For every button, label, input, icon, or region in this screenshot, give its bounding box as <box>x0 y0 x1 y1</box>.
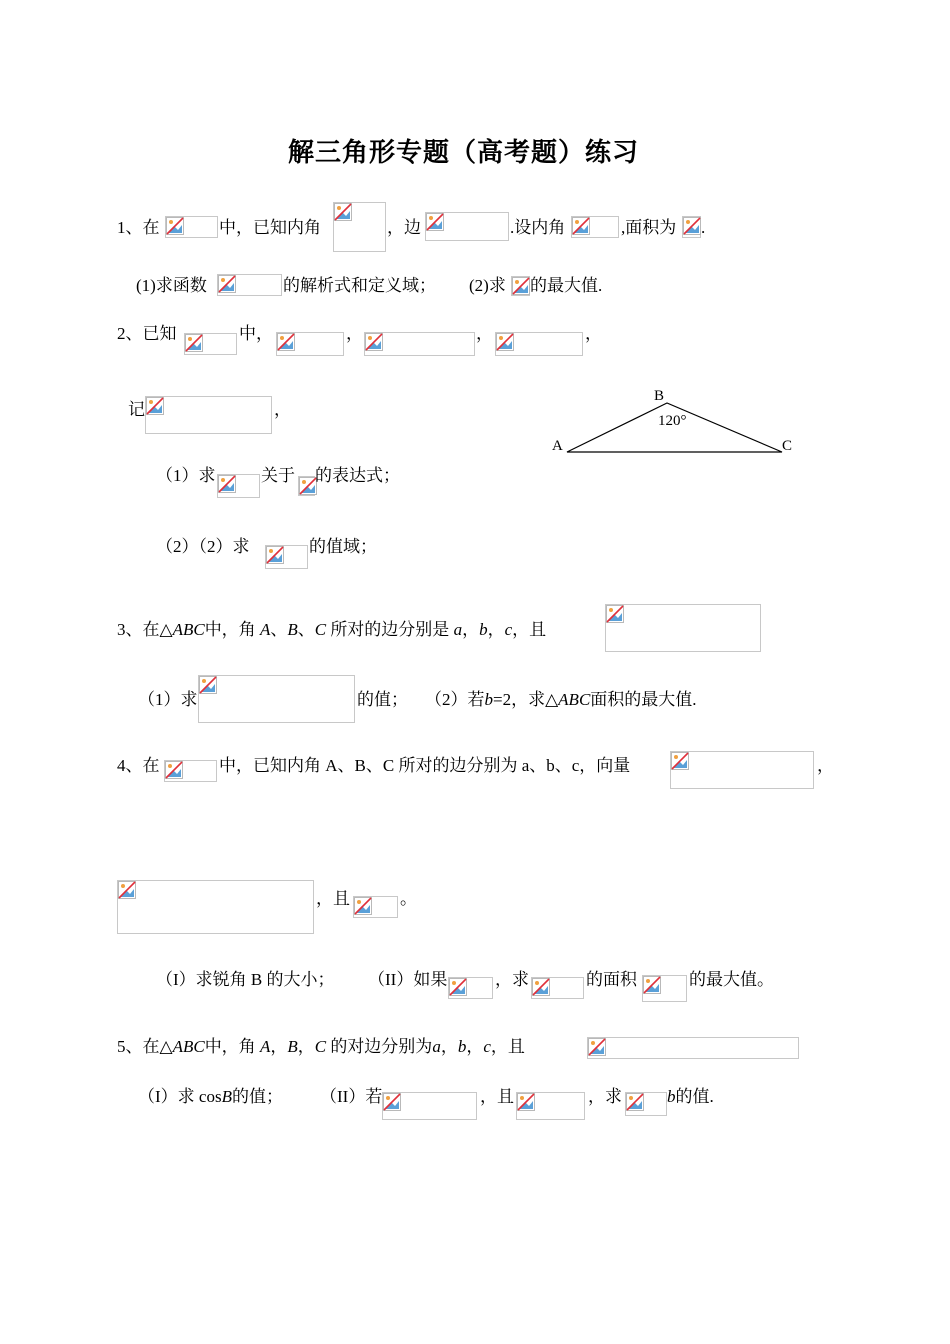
q5-part2: ，且 <box>480 1087 514 1106</box>
q5-var: A <box>259 1037 271 1056</box>
q1-text: 中，已知内角 <box>219 218 321 237</box>
q2-text: ， <box>585 324 602 343</box>
formula-image <box>587 1037 799 1059</box>
broken-image-icon <box>517 1093 535 1111</box>
broken-image-icon <box>572 217 590 235</box>
broken-image-icon <box>199 676 217 694</box>
q3-part1: （1）求 <box>138 690 198 709</box>
q3-var: c <box>504 620 513 639</box>
q4-text: ，且 <box>316 889 350 908</box>
formula-image <box>217 274 282 296</box>
formula-image <box>642 975 687 1002</box>
broken-image-icon <box>643 976 661 994</box>
q3-text: 、 <box>297 620 315 639</box>
vertex-label-b: B <box>654 388 665 404</box>
q1-text: . <box>701 218 706 237</box>
formula-image <box>198 675 355 723</box>
q3-part2: （2）若 <box>425 690 485 709</box>
broken-image-icon <box>118 881 136 899</box>
q5-part1-text: （I）求 cos <box>138 1087 222 1106</box>
q5-part2-text: 的值. <box>675 1087 714 1106</box>
q5-text: ， <box>466 1037 484 1056</box>
formula-image <box>382 1092 477 1120</box>
broken-image-icon <box>683 217 701 235</box>
q4-text: 中，已知内角 A、B、C 所对的边分别为 a、b、c，向量 <box>219 756 631 775</box>
q2-part1: （1）求 <box>156 466 216 485</box>
q3-var: b <box>479 620 488 639</box>
page-title: 解三角形专题（高考题）练习 <box>288 138 640 167</box>
q5-var: B <box>221 1087 232 1106</box>
q3-var: A <box>259 620 271 639</box>
formula-image <box>571 216 619 238</box>
q5-var: b <box>457 1037 467 1056</box>
q5-part1-text: 的值； <box>231 1087 283 1106</box>
q3-text: ， <box>487 620 505 639</box>
formula-image <box>117 880 314 934</box>
formula-image <box>425 212 509 241</box>
formula-image <box>364 332 475 356</box>
broken-image-icon <box>449 978 467 996</box>
q4-part2: （II）如果 <box>368 970 448 989</box>
q1-part1: 的解析式和定义域； <box>283 276 436 295</box>
q3-line <box>117 619 546 641</box>
q1-number: 1、在 <box>117 218 160 237</box>
broken-image-icon <box>532 978 550 996</box>
broken-image-icon <box>146 397 164 415</box>
q1-part2: 的最大值. <box>530 276 603 295</box>
q5-number: 5、在△ <box>117 1037 173 1056</box>
formula-image <box>448 977 493 999</box>
q5-text: 的对边分别为 <box>330 1037 433 1056</box>
q3-text: ，且 <box>512 620 547 639</box>
q3-var: ABC <box>172 620 205 639</box>
broken-image-icon <box>185 334 203 352</box>
q2-text: ， <box>476 324 493 343</box>
formula-image <box>625 1092 667 1116</box>
q5-part2-tail <box>667 1086 714 1108</box>
q5-part2: ，求 <box>588 1087 622 1106</box>
q2-text: 记 <box>128 400 145 419</box>
q5-var: ABC <box>172 1037 205 1056</box>
formula-image <box>516 1092 585 1120</box>
q5-text: ， <box>297 1037 315 1056</box>
q2-part2: 的值域； <box>309 537 377 556</box>
q5-part2: （II）若 <box>320 1087 383 1106</box>
formula-image <box>495 332 583 356</box>
angle-label: 120° <box>658 413 687 429</box>
formula-image <box>217 474 260 498</box>
q4-text: 。 <box>400 889 417 908</box>
broken-image-icon <box>166 217 184 235</box>
q5-line <box>117 1036 525 1058</box>
q3-part-line <box>357 689 697 711</box>
q4-number: 4、在 <box>117 756 160 775</box>
formula-image <box>165 216 218 238</box>
broken-image-icon <box>588 1038 606 1056</box>
q3-var: ABC <box>558 690 591 709</box>
q1-text: ,面积为 <box>621 218 677 237</box>
q2-number: 2、已知 <box>117 324 177 343</box>
formula-image <box>670 751 814 789</box>
broken-image-icon <box>334 203 352 221</box>
formula-image <box>276 332 344 356</box>
vertex-label-a: A <box>552 438 563 454</box>
formula-image <box>184 333 237 355</box>
broken-image-icon <box>218 275 236 293</box>
q2-text: ， <box>274 400 291 419</box>
formula-image <box>333 202 386 252</box>
broken-image-icon <box>426 213 444 231</box>
q2-text: 中， <box>239 324 273 343</box>
q5-var: B <box>287 1037 298 1056</box>
q3-var: B <box>287 620 298 639</box>
formula-image <box>298 476 315 496</box>
q2-part1: 的表达式； <box>315 466 400 485</box>
formula-image <box>145 396 272 434</box>
broken-image-icon <box>383 1093 401 1111</box>
broken-image-icon <box>365 333 383 351</box>
q1-text: ，边 <box>387 218 421 237</box>
broken-image-icon <box>218 475 236 493</box>
broken-image-icon <box>165 761 183 779</box>
q2-part1: 关于 <box>261 466 295 485</box>
q5-var: b <box>667 1087 676 1106</box>
q3-text: ， <box>462 620 480 639</box>
q4-part2: ，求 <box>495 970 529 989</box>
q4-part2: 的最大值。 <box>689 970 774 989</box>
q5-var: c <box>483 1037 491 1056</box>
broken-image-icon <box>606 605 624 623</box>
q3-var: C <box>314 620 327 639</box>
broken-image-icon <box>626 1093 644 1111</box>
broken-image-icon <box>277 333 295 351</box>
q5-text: ，且 <box>490 1037 525 1056</box>
q1-part2: (2)求 <box>469 276 506 295</box>
broken-image-icon <box>512 277 530 295</box>
q3-part2: =2，求△ <box>493 690 559 709</box>
q3-text: 中，角 <box>204 620 256 639</box>
formula-image <box>605 604 761 652</box>
q3-text: 、 <box>270 620 288 639</box>
q4-part1: （I）求锐角 B 的大小； <box>156 970 335 989</box>
q5-text: ， <box>270 1037 288 1056</box>
broken-image-icon <box>496 333 514 351</box>
formula-image <box>682 216 701 238</box>
q3-var: b <box>484 690 493 709</box>
q5-part1 <box>138 1086 283 1108</box>
q3-text: 所对的边分别是 <box>330 620 450 639</box>
q2-text: ， <box>346 324 363 343</box>
q3-var: a <box>453 620 463 639</box>
q5-var: C <box>314 1037 327 1056</box>
q3-part1: 的值； <box>357 690 408 709</box>
broken-image-icon <box>266 546 284 564</box>
formula-image <box>511 276 530 296</box>
broken-image-icon <box>671 752 689 770</box>
vertex-label-c: C <box>782 438 793 454</box>
q1-text: .设内角 <box>510 218 566 237</box>
q2-part2: （2）（2）求 <box>156 537 250 556</box>
q4-part2: 的面积 <box>586 970 637 989</box>
formula-image <box>353 896 398 918</box>
broken-image-icon <box>354 897 372 915</box>
q3-part2: 面积的最大值. <box>590 690 697 709</box>
formula-image <box>164 760 217 782</box>
triangle-figure <box>545 384 805 460</box>
formula-image <box>265 545 308 569</box>
formula-image <box>531 977 584 999</box>
q4-text: ， <box>817 756 834 775</box>
q5-text: 中，角 <box>204 1037 256 1056</box>
q5-text: ， <box>440 1037 458 1056</box>
q5-var: a <box>432 1037 441 1056</box>
q3-number: 3、在△ <box>117 620 173 639</box>
q1-part1: (1)求函数 <box>136 276 207 295</box>
